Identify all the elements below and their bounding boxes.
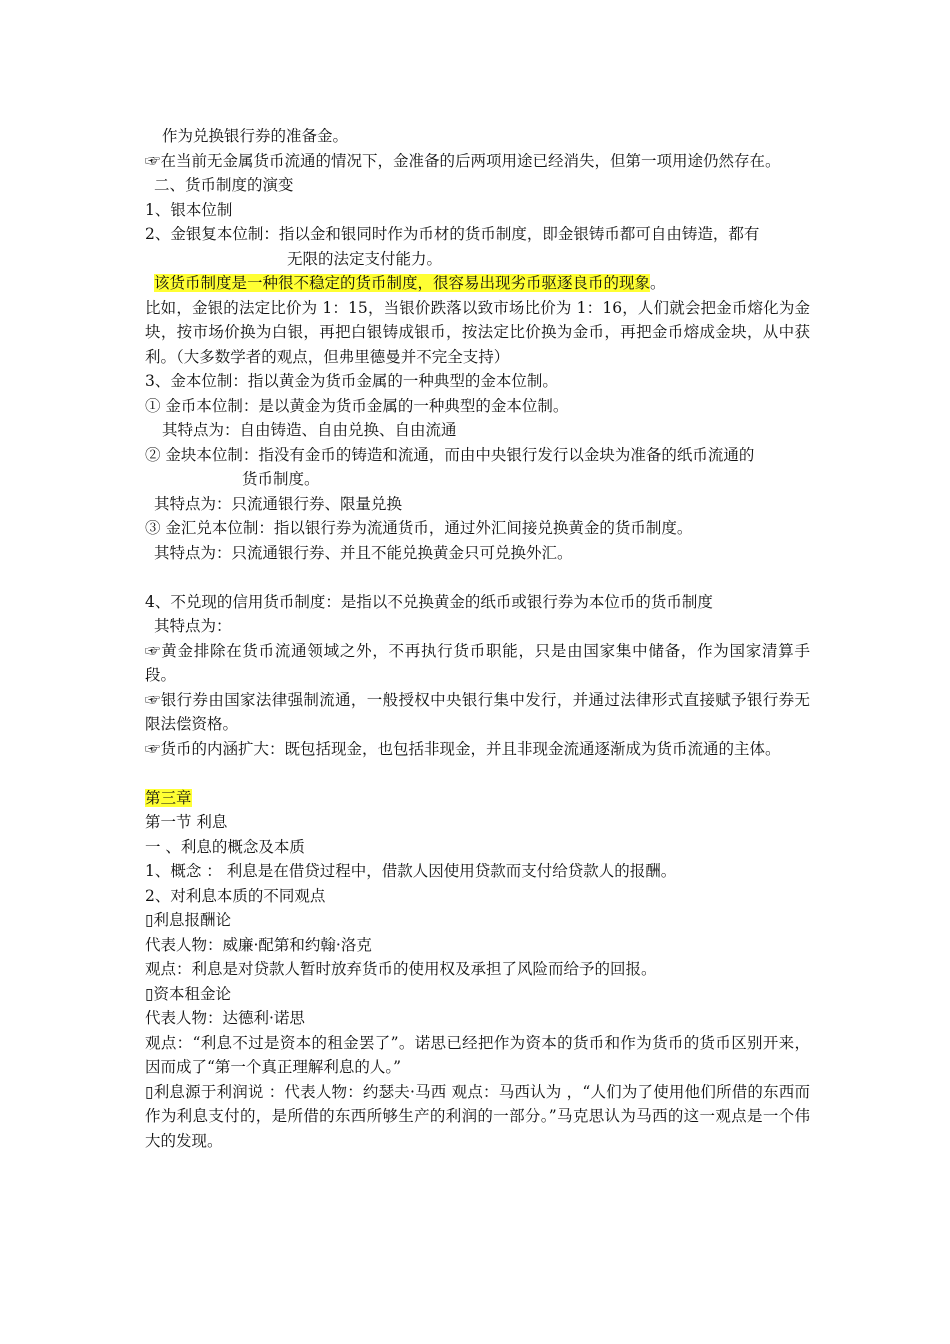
text-line: 其特点为： [154, 617, 232, 635]
text-line: 观点：利息是对贷款人暂时放弃货币的使用权及承担了风险而给予的回报。 [145, 960, 657, 978]
bullet-paragraph: ▯利息源于利润说 ：代表人物：约瑟夫·马西 观点：马西认为 ，“人们为了使用他们所借的东西而作为利息支付的，是所借的东西所够生产的利润的一部分。”马克思认为马西的这一观点是一个伟大的发现。 [145, 1082, 810, 1150]
chapter-heading [145, 786, 810, 811]
text-line-continuation: 无限的法定支付能力。 [287, 249, 443, 268]
list-item: 2、对利息本质的不同观点 [145, 886, 326, 905]
text-line: 代表人物：威廉·配第和约翰·洛克 [145, 935, 372, 954]
list-item: 4、不兑现的信用货币制度：是指以不兑换黄金的纸币或银行券为本位币的货币制度 [145, 592, 713, 611]
section-title: 第一节 利息 [145, 813, 228, 831]
paragraph: 观点：“利息不过是资本的租金罢了”。诺思已经把作为资本的货币和作为货币的货币区别开来，因而成了“第一个真正理解利息的人。” [145, 1033, 810, 1076]
list-item: 2、金银复本位制：指以金和银同时作为币材的货币制度，即金银铸币都可自由铸造，都有 [145, 225, 760, 243]
subsection-title: 一 、利息的概念及本质 [145, 837, 305, 856]
bullet-icon: ▯ [145, 984, 154, 1003]
bullet-paragraph: ☞银行券由国家法律强制流通，一般授权中央银行集中发行，并通过法律形式直接赋予银行券无限法偿资格。 [145, 690, 810, 733]
highlighted-text: 该货币制度是一种很不稳定的货币制度，很容易出现劣币驱逐良币的现象 [154, 274, 651, 292]
list-item: ③ 金汇兑本位制：指以银行券为流通货币，通过外汇间接兑换黄金的货币制度。 [145, 519, 693, 537]
list-item: 1、银本位制 [145, 200, 233, 219]
text-line: 其特点为：只流通银行券、限量兑换 [154, 494, 403, 513]
text-line: 作为兑换银行券的准备金。 [162, 127, 349, 145]
text-fragment: 。 [650, 274, 666, 292]
chapter-title: 第三章 [145, 788, 192, 807]
blank-line [145, 565, 810, 590]
list-item: 3、金本位制：指以黄金为货币金属的一种典型的金本位制。 [145, 372, 558, 390]
bullet-icon: ▯ [145, 1082, 154, 1101]
text-line: 其特点为：自由铸造、自由兑换、自由流通 [162, 421, 457, 439]
text-line: 代表人物：达德利·诺思 [145, 1009, 305, 1027]
paragraph: 比如，金银的法定比价为 1：15，当银价跌落以致市场比价为 1：16，人们就会把金币熔化为金块，按市场价换为白银，再把白银铸成银币，按法定比价换为金币，再把金币熔成金块，从中获利。（大多数学者的观点，但弗里德曼并不完全支持） [145, 298, 810, 366]
document-body [145, 124, 810, 1153]
text-line: 其特点为：只流通银行券、并且不能兑换黄金只可兑换外汇。 [154, 543, 573, 562]
bullet-heading: ▯资本租金论 [145, 984, 232, 1003]
list-item: ② 金块本位制：指没有金币的铸造和流通，而由中央银行发行以金块为准备的纸币流通的 [145, 445, 755, 464]
section-heading: 二、货币制度的演变 [154, 176, 294, 194]
bullet-heading: ▯利息报酬论 [145, 911, 232, 929]
text-line-continuation: 货币制度。 [242, 470, 320, 488]
blank-line [145, 761, 810, 786]
bullet-paragraph: ☞黄金排除在货币流通领域之外，不再执行货币职能，只是由国家集中储备，作为国家清算手段。 [145, 641, 810, 684]
list-item: 1、概念 ： 利息是在借贷过程中，借款人因使用贷款而支付给贷款人的报酬。 [145, 862, 677, 880]
bullet-paragraph: ☞货币的内涵扩大：既包括现金，也包括非现金，并且非现金流通逐渐成为货币流通的主体。 [145, 739, 781, 758]
list-item: ① 金币本位制：是以黄金为货币金属的一种典型的金本位制。 [145, 396, 569, 415]
bullet-paragraph: ☞在当前无金属货币流通的情况下，金准备的后两项用途已经消失，但第一项用途仍然存在。 [145, 151, 781, 170]
bullet-icon: ▯ [145, 911, 154, 929]
highlighted-line [145, 271, 810, 296]
